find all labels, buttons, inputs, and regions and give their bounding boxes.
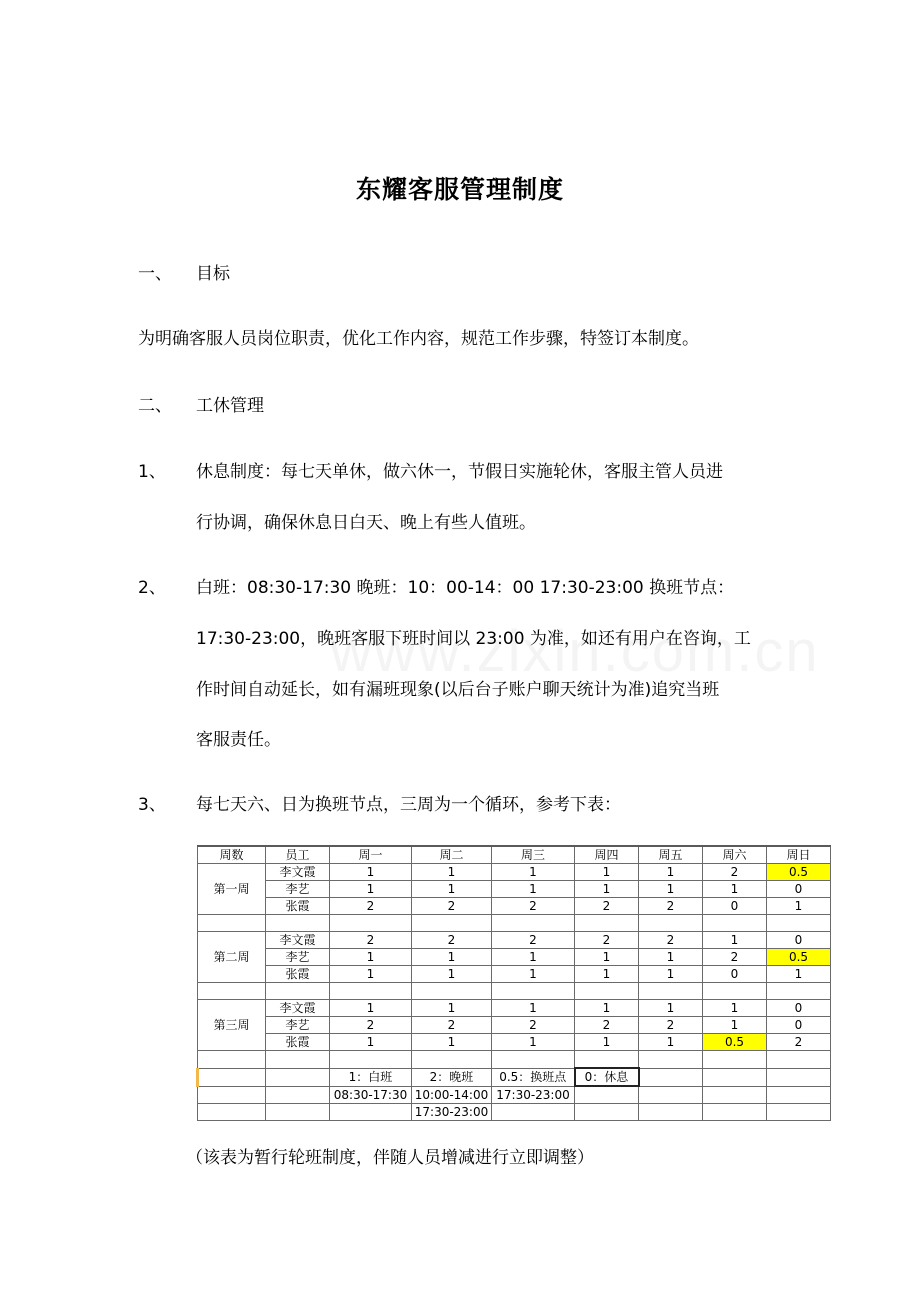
document-title: 东耀客服管理制度 [355, 175, 564, 204]
shift-cell: 2 [492, 898, 575, 915]
legend-cell-selected: 0：休息 [575, 1068, 639, 1086]
legend-cell: 2：晚班 [412, 1068, 492, 1086]
shift-cell: 2 [639, 1017, 703, 1034]
header-cell: 周五 [639, 846, 703, 864]
shift-cell: 2 [492, 1017, 575, 1034]
shift-cell: 2 [412, 898, 492, 915]
shift-schedule-table [196, 845, 834, 1123]
legend-time-cell: 17:30-23:00 [492, 1086, 575, 1104]
shift-cell: 1 [412, 966, 492, 983]
item-text-line: 作时间自动延长，如有漏班现象(以后台子账户聊天统计为准)追究当班 [196, 680, 720, 700]
shift-cell: 1 [639, 1000, 703, 1017]
item-number: 1、 [138, 462, 166, 482]
shift-cell: 1 [492, 1000, 575, 1017]
section-heading: 工休管理 [196, 396, 264, 416]
header-cell: 周日 [767, 846, 831, 864]
shift-cell: 1 [492, 966, 575, 983]
item-text-line: 客服责任。 [196, 730, 281, 750]
shift-cell: 1 [639, 864, 703, 881]
legend-time-cell: 17:30-23:00 [412, 1104, 492, 1121]
header-cell: 周数 [198, 846, 266, 864]
shift-cell-highlighted: 0.5 [767, 864, 831, 881]
item-number: 2、 [138, 578, 166, 598]
shift-cell: 0 [767, 881, 831, 898]
shift-cell: 2 [575, 898, 639, 915]
shift-cell-highlighted: 0.5 [767, 949, 831, 966]
employee-name: 李文霞 [266, 1000, 330, 1017]
shift-cell-highlighted: 0.5 [703, 1034, 767, 1051]
shift-cell: 1 [412, 864, 492, 881]
item-text-line: 白班：08:30-17:30 晚班：10：00-14：00 17:30-23:00 换班节点： [196, 578, 735, 598]
week-label: 第二周 [198, 932, 266, 983]
employee-name: 李艺 [266, 881, 330, 898]
item-text-line: 17:30-23:00，晚班客服下班时间以 23:00 为准，如还有用户在咨询，工 [196, 629, 751, 649]
shift-cell: 2 [330, 1017, 412, 1034]
shift-cell: 2 [767, 1034, 831, 1051]
spacer-row [198, 1051, 831, 1069]
shift-cell: 1 [767, 898, 831, 915]
shift-cell: 1 [330, 949, 412, 966]
shift-cell: 0 [767, 932, 831, 949]
legend-cell: 0.5：换班点 [492, 1068, 575, 1086]
shift-cell: 1 [575, 864, 639, 881]
header-cell: 周四 [575, 846, 639, 864]
legend-cell: 1：白班 [330, 1068, 412, 1086]
shift-cell: 1 [575, 881, 639, 898]
employee-name: 李艺 [266, 1017, 330, 1034]
employee-name: 张霞 [266, 1034, 330, 1051]
shift-cell: 1 [575, 949, 639, 966]
shift-cell: 1 [492, 864, 575, 881]
shift-cell: 2 [412, 932, 492, 949]
shift-cell: 0 [767, 1000, 831, 1017]
item-number: 3、 [138, 795, 166, 815]
header-cell: 员工 [266, 846, 330, 864]
shift-cell: 1 [330, 881, 412, 898]
spacer-row [198, 915, 831, 932]
employee-name: 张霞 [266, 898, 330, 915]
shift-cell: 2 [703, 949, 767, 966]
table-note: （该表为暂行轮班制度，伴随人员增减进行立即调整） [186, 1148, 594, 1168]
shift-cell: 1 [330, 966, 412, 983]
shift-cell: 2 [575, 932, 639, 949]
shift-cell: 2 [639, 932, 703, 949]
shift-cell: 1 [412, 949, 492, 966]
shift-cell: 1 [330, 1000, 412, 1017]
week-label: 第三周 [198, 1000, 266, 1051]
shift-cell: 1 [575, 1000, 639, 1017]
shift-cell: 1 [575, 966, 639, 983]
shift-cell: 1 [412, 1000, 492, 1017]
legend-time-cell: 08:30-17:30 [330, 1086, 412, 1104]
shift-cell: 1 [703, 1017, 767, 1034]
shift-cell: 0 [703, 898, 767, 915]
shift-cell: 1 [412, 1034, 492, 1051]
shift-cell: 2 [575, 1017, 639, 1034]
shift-cell: 2 [492, 932, 575, 949]
header-cell: 周一 [330, 846, 412, 864]
shift-cell: 0 [703, 966, 767, 983]
section-heading: 目标 [196, 264, 230, 284]
header-cell: 周六 [703, 846, 767, 864]
item-text-line: 行协调，确保休息日白天、晚上有些人值班。 [196, 513, 536, 533]
goal-paragraph: 为明确客服人员岗位职责，优化工作内容，规范工作步骤，特签订本制度。 [138, 329, 699, 349]
section-number: 二、 [138, 396, 172, 416]
section-number: 一、 [138, 264, 172, 284]
employee-name: 张霞 [266, 966, 330, 983]
shift-cell: 1 [767, 966, 831, 983]
shift-cell: 2 [412, 1017, 492, 1034]
shift-cell: 2 [330, 932, 412, 949]
shift-cell: 1 [492, 949, 575, 966]
week-label: 第一周 [198, 864, 266, 915]
spacer-row [198, 983, 831, 1000]
shift-cell: 2 [639, 898, 703, 915]
shift-cell: 1 [330, 864, 412, 881]
shift-cell: 1 [330, 1034, 412, 1051]
item-text-line: 休息制度：每七天单休，做六休一，节假日实施轮休，客服主管人员进 [196, 462, 723, 482]
employee-name: 李艺 [266, 949, 330, 966]
shift-cell: 1 [639, 1034, 703, 1051]
header-cell: 周三 [492, 846, 575, 864]
shift-cell: 2 [330, 898, 412, 915]
shift-cell: 2 [703, 864, 767, 881]
shift-cell: 1 [492, 1034, 575, 1051]
legend-time-cell: 10:00-14:00 [412, 1086, 492, 1104]
employee-name: 李文霞 [266, 932, 330, 949]
shift-cell: 1 [639, 881, 703, 898]
header-cell: 周二 [412, 846, 492, 864]
shift-cell: 1 [703, 1000, 767, 1017]
shift-cell: 1 [639, 966, 703, 983]
shift-cell: 1 [575, 1034, 639, 1051]
item-text-line: 每七天六、日为换班节点，三周为一个循环，参考下表： [196, 795, 621, 815]
shift-cell: 1 [639, 949, 703, 966]
shift-cell: 1 [492, 881, 575, 898]
shift-cell: 1 [412, 881, 492, 898]
employee-name: 李文霞 [266, 864, 330, 881]
shift-cell: 1 [703, 881, 767, 898]
shift-cell: 0 [767, 1017, 831, 1034]
shift-cell: 1 [703, 932, 767, 949]
